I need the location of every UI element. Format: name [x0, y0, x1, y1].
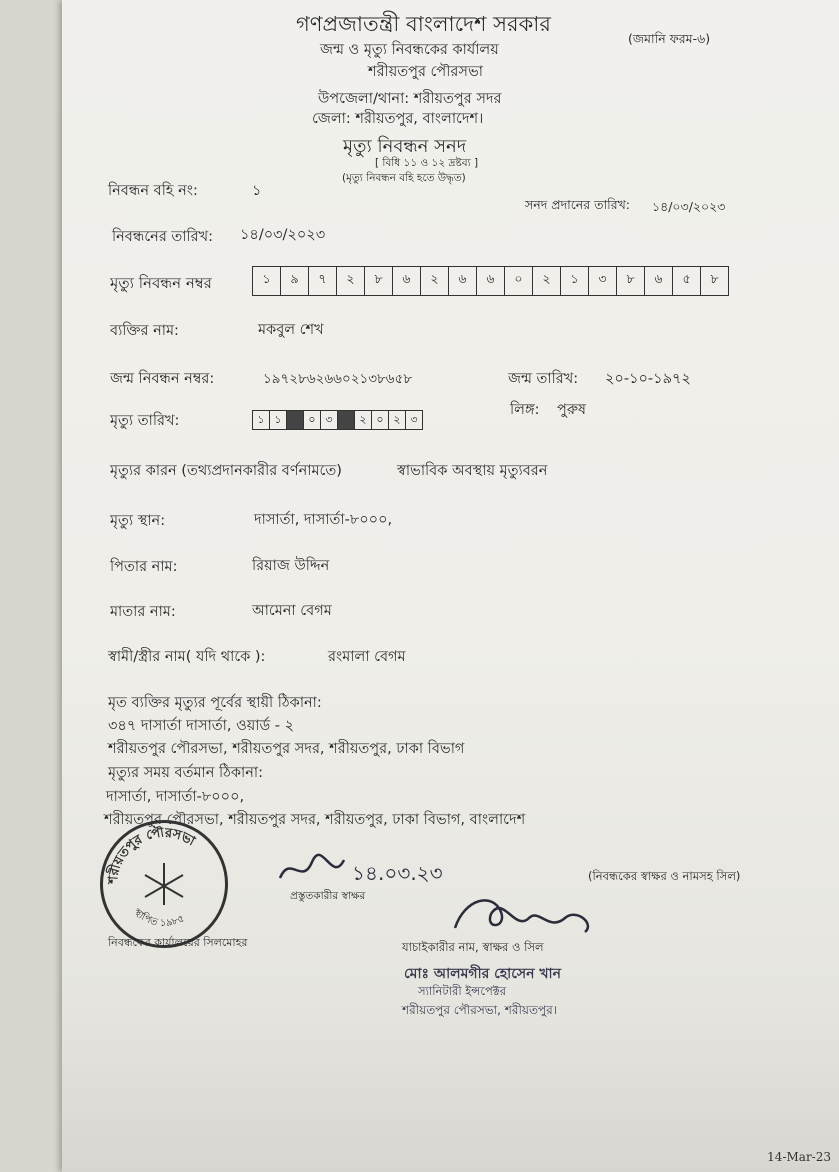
death-reg-digit: ৯ [281, 267, 309, 295]
book-no-value: ১ [252, 183, 262, 199]
death-date-separator [338, 411, 355, 429]
death-reg-label: মৃত্যু নিবন্ধন নম্বর [110, 274, 212, 292]
father-label: পিতার নাম: [110, 559, 178, 575]
stamp-date: 14-Mar-23 [767, 1150, 831, 1164]
death-reg-digit: ৬ [477, 267, 505, 295]
verifier-office: শরীয়তপুর পৌরসভা, শরীয়তপুর। [402, 1003, 558, 1017]
name-value: মকবুল শেখ [258, 322, 324, 338]
death-reg-digit: ২ [337, 267, 365, 295]
mother-label: মাতার নাম: [110, 604, 176, 620]
perm-address-line2: শরীয়তপুর পৌরসভা, শরীয়তপুর সদর, শরীয়তপুর, ঢাকা বিভাগ [108, 741, 465, 757]
cause-label: মৃত্যুর কারন (তথ্যপ্রদানকারীর বর্ণনামতে) [110, 463, 342, 479]
rule-reference: [ বিধি ১১ ও ১২ দ্রষ্টব্য ] [375, 157, 479, 169]
preparer-signature-icon [272, 848, 472, 892]
death-reg-number-boxes [252, 266, 729, 296]
death-reg-digit: ১ [253, 267, 281, 295]
gender-label: লিঙ্গ: [510, 402, 540, 418]
verifier-title: স্যানিটারী ইন্সপেক্টর [418, 984, 507, 998]
curr-address-line2: শরীয়তপুর পৌরসভা, শরীয়তপুর সদর, শরীয়তপুর, ঢাকা বিভাগ, বাংলাদেশ [104, 812, 526, 828]
death-date-boxes [252, 410, 423, 430]
municipality-seal [100, 820, 228, 948]
death-reg-digit: ২ [421, 267, 449, 295]
death-date-digit: ০ [372, 411, 389, 429]
death-reg-digit: ৮ [710, 271, 719, 286]
issue-date-label: সনদ প্রদানের তারিখ: [525, 197, 630, 212]
svg-text:স্থাপিত ১৯৮৫ [131, 906, 187, 929]
death-date-digit: ৩ [410, 412, 418, 426]
seal-graphic-icon [103, 823, 225, 945]
place-label: মৃত্যু স্থান: [110, 513, 166, 529]
dob-label: জন্ম তারিখ: [508, 371, 579, 387]
death-date-label: মৃত্যু তারিখ: [110, 413, 180, 429]
death-date-digit: ০ [304, 411, 321, 429]
verifier-name: মোঃ আলমগীর হোসেন খান [404, 966, 561, 982]
death-reg-digit: ৩ [589, 267, 617, 295]
reg-date-value: ১৪/০৩/২০২৩ [240, 227, 326, 243]
preparer-sig-date: ১৪.০৩.২৩ [352, 861, 443, 885]
seal-text: শরীয়তপুর পৌরসভা [105, 825, 198, 885]
book-no-label: নিবন্ধন বহি নং: [108, 183, 198, 199]
curr-address-label: মৃত্যুর সময় বর্তমান ঠিকানা: [108, 765, 263, 781]
death-date-digit: ২ [389, 411, 406, 429]
perm-address-line1: ৩৪৭ দাসার্তা দাসার্তা, ওয়ার্ড - ২ [108, 718, 295, 734]
curr-address-line1: দাসার্তা, দাসার্তা-৮০০০, [106, 789, 245, 805]
name-label: ব্যক্তির নাম: [110, 323, 179, 339]
seal-label: নিবন্ধকের কার্যালয়ের সিলমোহর [108, 936, 248, 949]
death-reg-digit: ৮ [617, 267, 645, 295]
death-reg-digit: ৭ [309, 267, 337, 295]
copy-note: (মৃত্যু নিবন্ধন বহি হতে উদ্ধৃত) [342, 172, 466, 184]
death-reg-digit: ৬ [449, 267, 477, 295]
office-name: জন্ম ও মৃত্যু নিবন্ধকের কার্যালয় [320, 42, 499, 58]
registrar-label: (নিবন্ধকের স্বাক্ষর ও নামসহ সিল) [588, 869, 741, 883]
svg-text:শরীয়তপুর পৌরসভা [105, 823, 199, 885]
death-date-digit: ১ [270, 411, 287, 429]
district-line: জেলা: শরীয়তপুর, বাংলাদেশ। [312, 111, 484, 127]
perm-address-label: মৃত ব্যক্তির মৃত্যুর পূর্বের স্থায়ী ঠিকানা: [108, 695, 322, 711]
death-date-digit: ২ [355, 411, 372, 429]
seal-year: স্থাপিত ১৯৮৫ [131, 906, 187, 929]
form-number: (জমানি ফরম-৬) [628, 31, 711, 46]
government-title: গণপ্রজাতন্ত্রী বাংলাদেশ সরকার [296, 12, 551, 36]
verifier-signature-icon [445, 888, 605, 938]
death-reg-digit: ২ [533, 267, 561, 295]
death-reg-digit: ৮ [365, 267, 393, 295]
birth-reg-label: জন্ম নিবন্ধন নম্বর: [110, 371, 215, 387]
spouse-label: স্বামী/স্ত্রীর নাম( যদি থাকে ): [108, 649, 266, 665]
place-value: দাসার্তা, দাসার্তা-৮০০০, [254, 512, 393, 528]
death-reg-digit: ১ [561, 267, 589, 295]
gender-value: পুরুষ [557, 402, 586, 418]
mother-value: আমেনা বেগম [252, 603, 332, 619]
dob-value: ২০-১০-১৯৭২ [605, 371, 691, 387]
death-reg-digit: ৬ [393, 267, 421, 295]
death-reg-digit: ০ [505, 267, 533, 295]
verifier-label: যাচাইকারীর নাম, স্বাক্ষর ও সিল [402, 940, 544, 954]
father-value: রিয়াজ উদ্দিন [252, 558, 330, 574]
issue-date-value: ১৪/০৩/২০২৩ [652, 199, 726, 214]
death-reg-digit: ৫ [673, 267, 701, 295]
death-reg-digit: ৬ [645, 267, 673, 295]
reg-date-label: নিবন্ধনের তারিখ: [112, 229, 214, 245]
preparer-label: প্রস্তুতকারীর স্বাক্ষর [290, 890, 366, 902]
death-date-digit: ১ [253, 411, 270, 429]
certificate-title: মৃত্যু নিবন্ধন সনদ [343, 136, 467, 157]
death-date-separator [287, 411, 304, 429]
municipality-name: শরীয়তপুর পৌরসভা [368, 64, 483, 80]
death-date-digit: ৩ [321, 411, 338, 429]
spouse-value: রংমালা বেগম [328, 649, 406, 665]
cause-value: স্বাভাবিক অবস্থায় মৃত্যুবরন [397, 463, 548, 479]
birth-reg-value: ১৯৭২৮৬২৬৬০২১৩৮৬৫৮ [263, 371, 413, 387]
upazila-line: উপজেলা/থানা: শরীয়তপুর সদর [318, 91, 502, 107]
